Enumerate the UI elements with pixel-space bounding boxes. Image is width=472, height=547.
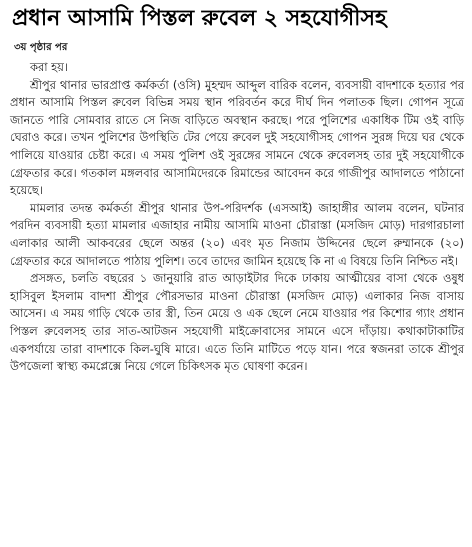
article-headline: প্রধান আসামি পিস্তল রুবেল ২ সহযোগীসহ [12,6,387,31]
article-paragraph: মামলার তদন্ত কর্মকর্তা শ্রীপুর থানার উপ-পরিদর্শক (এসআই) জাহাঙ্গীর আলম বলেন, ঘটনার পরদিন ব্যবসায়ী হত্যা মামলার এজাহার নামীয় আসামি মাওনা চৌরাস্তা (মসজিদ মোড়) দারগারচালা এলাকার আলী আকবরের ছেলে অন্তর (২০) এবং মৃত নিজাম উদ্দিনের ছেলে রুম্মানকে (২০) গ্রেফতার করে আদালতে পাঠায় পুলিশ। তবে তাদের জামিন হয়েছে কি না এ বিষয়ে তিনি নিশ্চিত নই। [10,200,464,268]
continued-from-label: ৩য় পৃষ্ঠার পর [14,42,68,53]
article-paragraph: শ্রীপুর থানার ভারপ্রাপ্ত কর্মকর্তা (ওসি) মুহম্মদ আব্দুল বারিক বলেন, ব্যবসায়ী বাদশাকে হত্যার পর প্রধান আসামি পিস্তল রুবেল বিভিন্ন সময় স্থান পরিবর্তন করে দীর্ঘ দিন পলাতক ছিল। গোপন সূত্রে জানতে পারি সোমবার রাতে সে নিজ বাড়িতে অবস্থান করছে। পরে পুলিশের একাধিক টিম ওই বাড়ি ঘেরাও করে। তখন পুলিশের উপস্থিতি টের পেয়ে রুবেল দুই সহযোগীসহ গোপন সুরঙ্গ দিয়ে ঘর থেকে পালিয়ে যাওয়ার চেষ্টা করে। এ সময় পুলিশ ওই সুরঙ্গের সামনে থেকে রুবেলসহ তার দুই সহযোগীকে গ্রেফতার করে। গতকাল মঙ্গলবার আসামিদেরকে রিমান্ডের আবেদন করে গাজীপুর আদালতে পাঠানো হয়েছে। [10,77,464,198]
article-paragraph: করা হয়। [30,60,68,74]
article-paragraph: প্রসঙ্গত, চলতি বছরের ১ জানুয়ারি রাত আড়াইটার দিকে ঢাকায় আত্মীয়ের বাসা থেকে ওষুধ হাসিবুল ইসলাম বাদশা শ্রীপুর পৌরসভার মাওনা চৌরাস্তা (মসজিদ মোড়) এলাকার নিজ বাসায় আসেন। এ সময় গাড়ি থেকে তার স্ত্রী, তিন মেয়ে ও এক ছেলে নেমে যাওয়ার পর কিশোর গ্যাং প্রধান পিস্তল রুবেলসহ তার সাত-আটজন সহযোগী মাইক্রোবাসের সামনে এসে দাঁড়ায়। কথাকাটাকাটির একপর্যায়ে তারা বাদশাকে কিল-ঘুষি মারে। এতে তিনি মাটিতে পড়ে যান। পরে স্বজনরা তাকে শ্রীপুর উপজেলা স্বাস্থ্য কমপ্লেক্সে নিয়ে গেলে চিকিৎসক মৃত ঘোষণা করেন। [10,271,464,374]
article-body [10,59,464,376]
